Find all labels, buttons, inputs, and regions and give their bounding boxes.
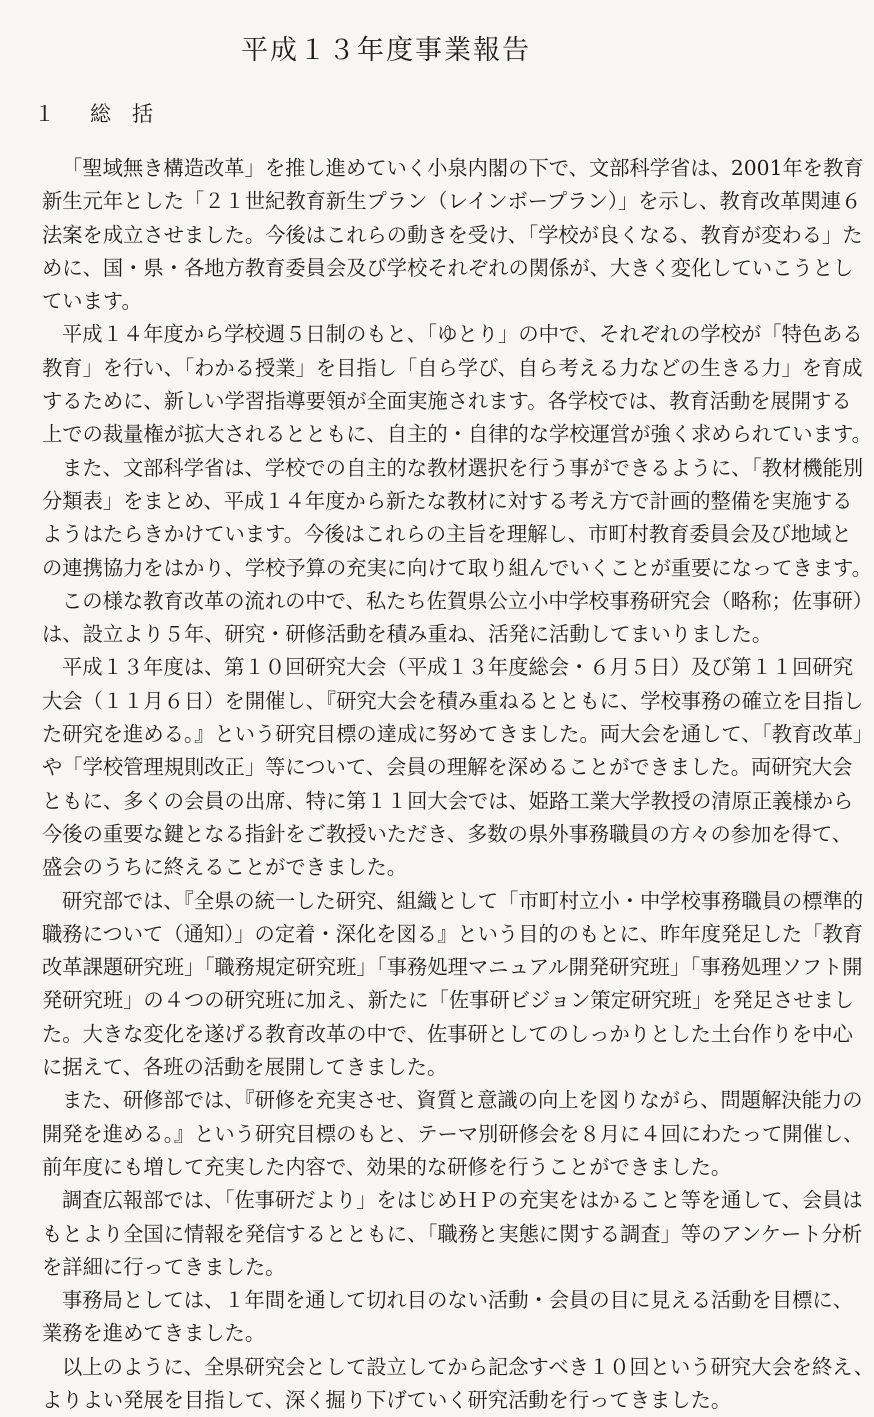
text-line: 業務を進めてきました。 <box>42 1321 266 1346</box>
text-line: 以上のように、全県研究会として設立してから記念すべき１０回という研究大会を終え、 <box>62 1354 874 1379</box>
text-line: に据えて、各班の活動を展開してきました。 <box>42 1055 448 1080</box>
paragraph <box>42 1084 864 1184</box>
text-line: 調査広報部では、「佐事研だより」をはじめＨＰの充実をはかること等を通して、会員は <box>62 1188 863 1213</box>
text-line: 開発を進める。』という研究目標のもと、テーマ別研修会を８月に４回にわたって開催し、 <box>42 1121 864 1146</box>
text-line: 教育」を行い、「わかる授業」を目指し「自ら学び、自ら考える力などの生きる力」を育成 <box>42 355 863 380</box>
paragraph <box>42 318 872 451</box>
text-line: た。大きな変化を遂げる教育改革の中で、佐事研としてのしっかりとした土台作りを中心 <box>42 1021 853 1046</box>
text-line: 上での裁量権が拡大されるとともに、自主的・自律的な学校運営が強く求められています。 <box>42 422 872 447</box>
text-line: 前年度にも増して充実した内容で、効果的な研修を行うことができました。 <box>42 1154 732 1179</box>
text-line: 分類表」をまとめ、平成１４年度から新たな教材に対する考え方で計画的整備を実施する <box>42 488 853 513</box>
text-line: 改革課題研究班」「職務規定研究班」「事務処理マニュアル開発研究班」「事務処理ソフト開 <box>42 955 863 980</box>
text-line: 平成１４年度から学校週５日制のもと、「ゆとり」の中で、それぞれの学校が「特色ある <box>62 322 863 347</box>
section-number: １ <box>34 102 55 126</box>
section-heading <box>34 98 153 128</box>
text-line: 事務局としては、１年間を通して切れ目のない活動・会員の目に見える活動を目標に、 <box>62 1288 853 1313</box>
paragraph <box>42 1184 863 1284</box>
text-line: 今後の重要な鍵となる指針をご教授いただき、多数の県外事務職員の方々の参加を得て、 <box>42 821 853 846</box>
text-line: ようはたらきかけています。今後はこれらの主旨を理解し、市町村教育委員会及び地域と <box>42 522 852 547</box>
text-line: 発研究班」の４つの研究班に加え、新たに「佐事研ビジョン策定研究班」を発足させまし <box>42 988 855 1013</box>
text-line: めに、国・県・各地方教育委員会及び学校それぞれの関係が、大きく変化していこうとし <box>42 255 854 280</box>
text-line: た研究を進める。』という研究目標の達成に努めてきました。両大会を通して、「教育改革」 <box>42 722 874 747</box>
text-line: 盛会のうちに終えることができました。 <box>42 855 408 880</box>
text-line: 「聖域無き構造改革」を推し進めていく小泉内閣の下で、文部科学省は、2001年を教育 <box>62 156 864 180</box>
text-line: 新生元年とした「２１世紀教育新生プラン（レインボープラン）」を示し、教育改革関連６ <box>42 189 862 214</box>
text-line: を詳細に行ってきました。 <box>42 1254 286 1279</box>
paragraph <box>42 1284 853 1351</box>
text-line: 職務について（通知）」の定着・深化を図る』という目的のもとに、昨年度発足した「教育 <box>42 921 863 946</box>
text-line: 大会（１１月６日）を開催し、『研究大会を積み重ねるとともに、学校事務の確立を目指し <box>42 688 864 713</box>
paragraph <box>42 1351 874 1417</box>
text-line: 平成１３年度は、第１０回研究大会（平成１３年度総会・６月５日）及び第１１回研究 <box>62 655 853 680</box>
text-line: よりよい発展を目指して、深く掘り下げていく研究活動を行ってきました。 <box>42 1387 732 1412</box>
text-line: また、文部科学省は、学校での自主的な教材選択を行う事ができるように、「教材機能別 <box>62 455 864 480</box>
text-line: また、研修部では、『研修を充実させ、資質と意識の向上を図りながら、問題解決能力の <box>62 1088 863 1113</box>
document-title: 平成１３年度事業報告 <box>241 35 531 66</box>
text-line: この様な教育改革の流れの中で、私たち佐賀県公立小中学校事務研究会（略称；佐事研） <box>62 588 873 613</box>
text-line: は、設立より５年、研究・研修活動を積み重ね、活発に活動してまいりました。 <box>42 622 773 647</box>
paragraph <box>42 152 864 318</box>
body-text <box>42 152 874 1417</box>
paragraph <box>42 651 874 884</box>
text-line: の連携協力をはかり、学校予算の充実に向けて取り組んでいくことが重要になってきます。 <box>42 555 872 580</box>
paragraph <box>42 585 873 652</box>
text-line: 研究部では、『全県の統一した研究、組織として「市町村立小・中学校事務職員の標準的 <box>62 888 864 913</box>
text-line: ともに、多くの会員の出席、特に第１１回大会では、姫路工業大学教授の清原正義様から <box>42 788 854 813</box>
paragraph <box>42 452 872 585</box>
text-line: ています。 <box>42 289 142 314</box>
section-title: 総 括 <box>90 102 153 126</box>
text-line: するために、新しい学習指導要領が全面実施されます。各学校では、教育活動を展開する <box>42 389 852 414</box>
paragraph <box>42 885 864 1085</box>
text-line: 法案を成立させました。今後はこれらの動きを受け、「学校が良くなる、教育が変わる」た <box>42 222 863 247</box>
text-line: や「学校管理規則改正」等について、会員の理解を深めることができました。両研究大会 <box>42 755 853 780</box>
text-line: もとより全国に情報を発信するとともに、「職務と実態に関する調査」等のアンケート分析 <box>42 1221 863 1246</box>
